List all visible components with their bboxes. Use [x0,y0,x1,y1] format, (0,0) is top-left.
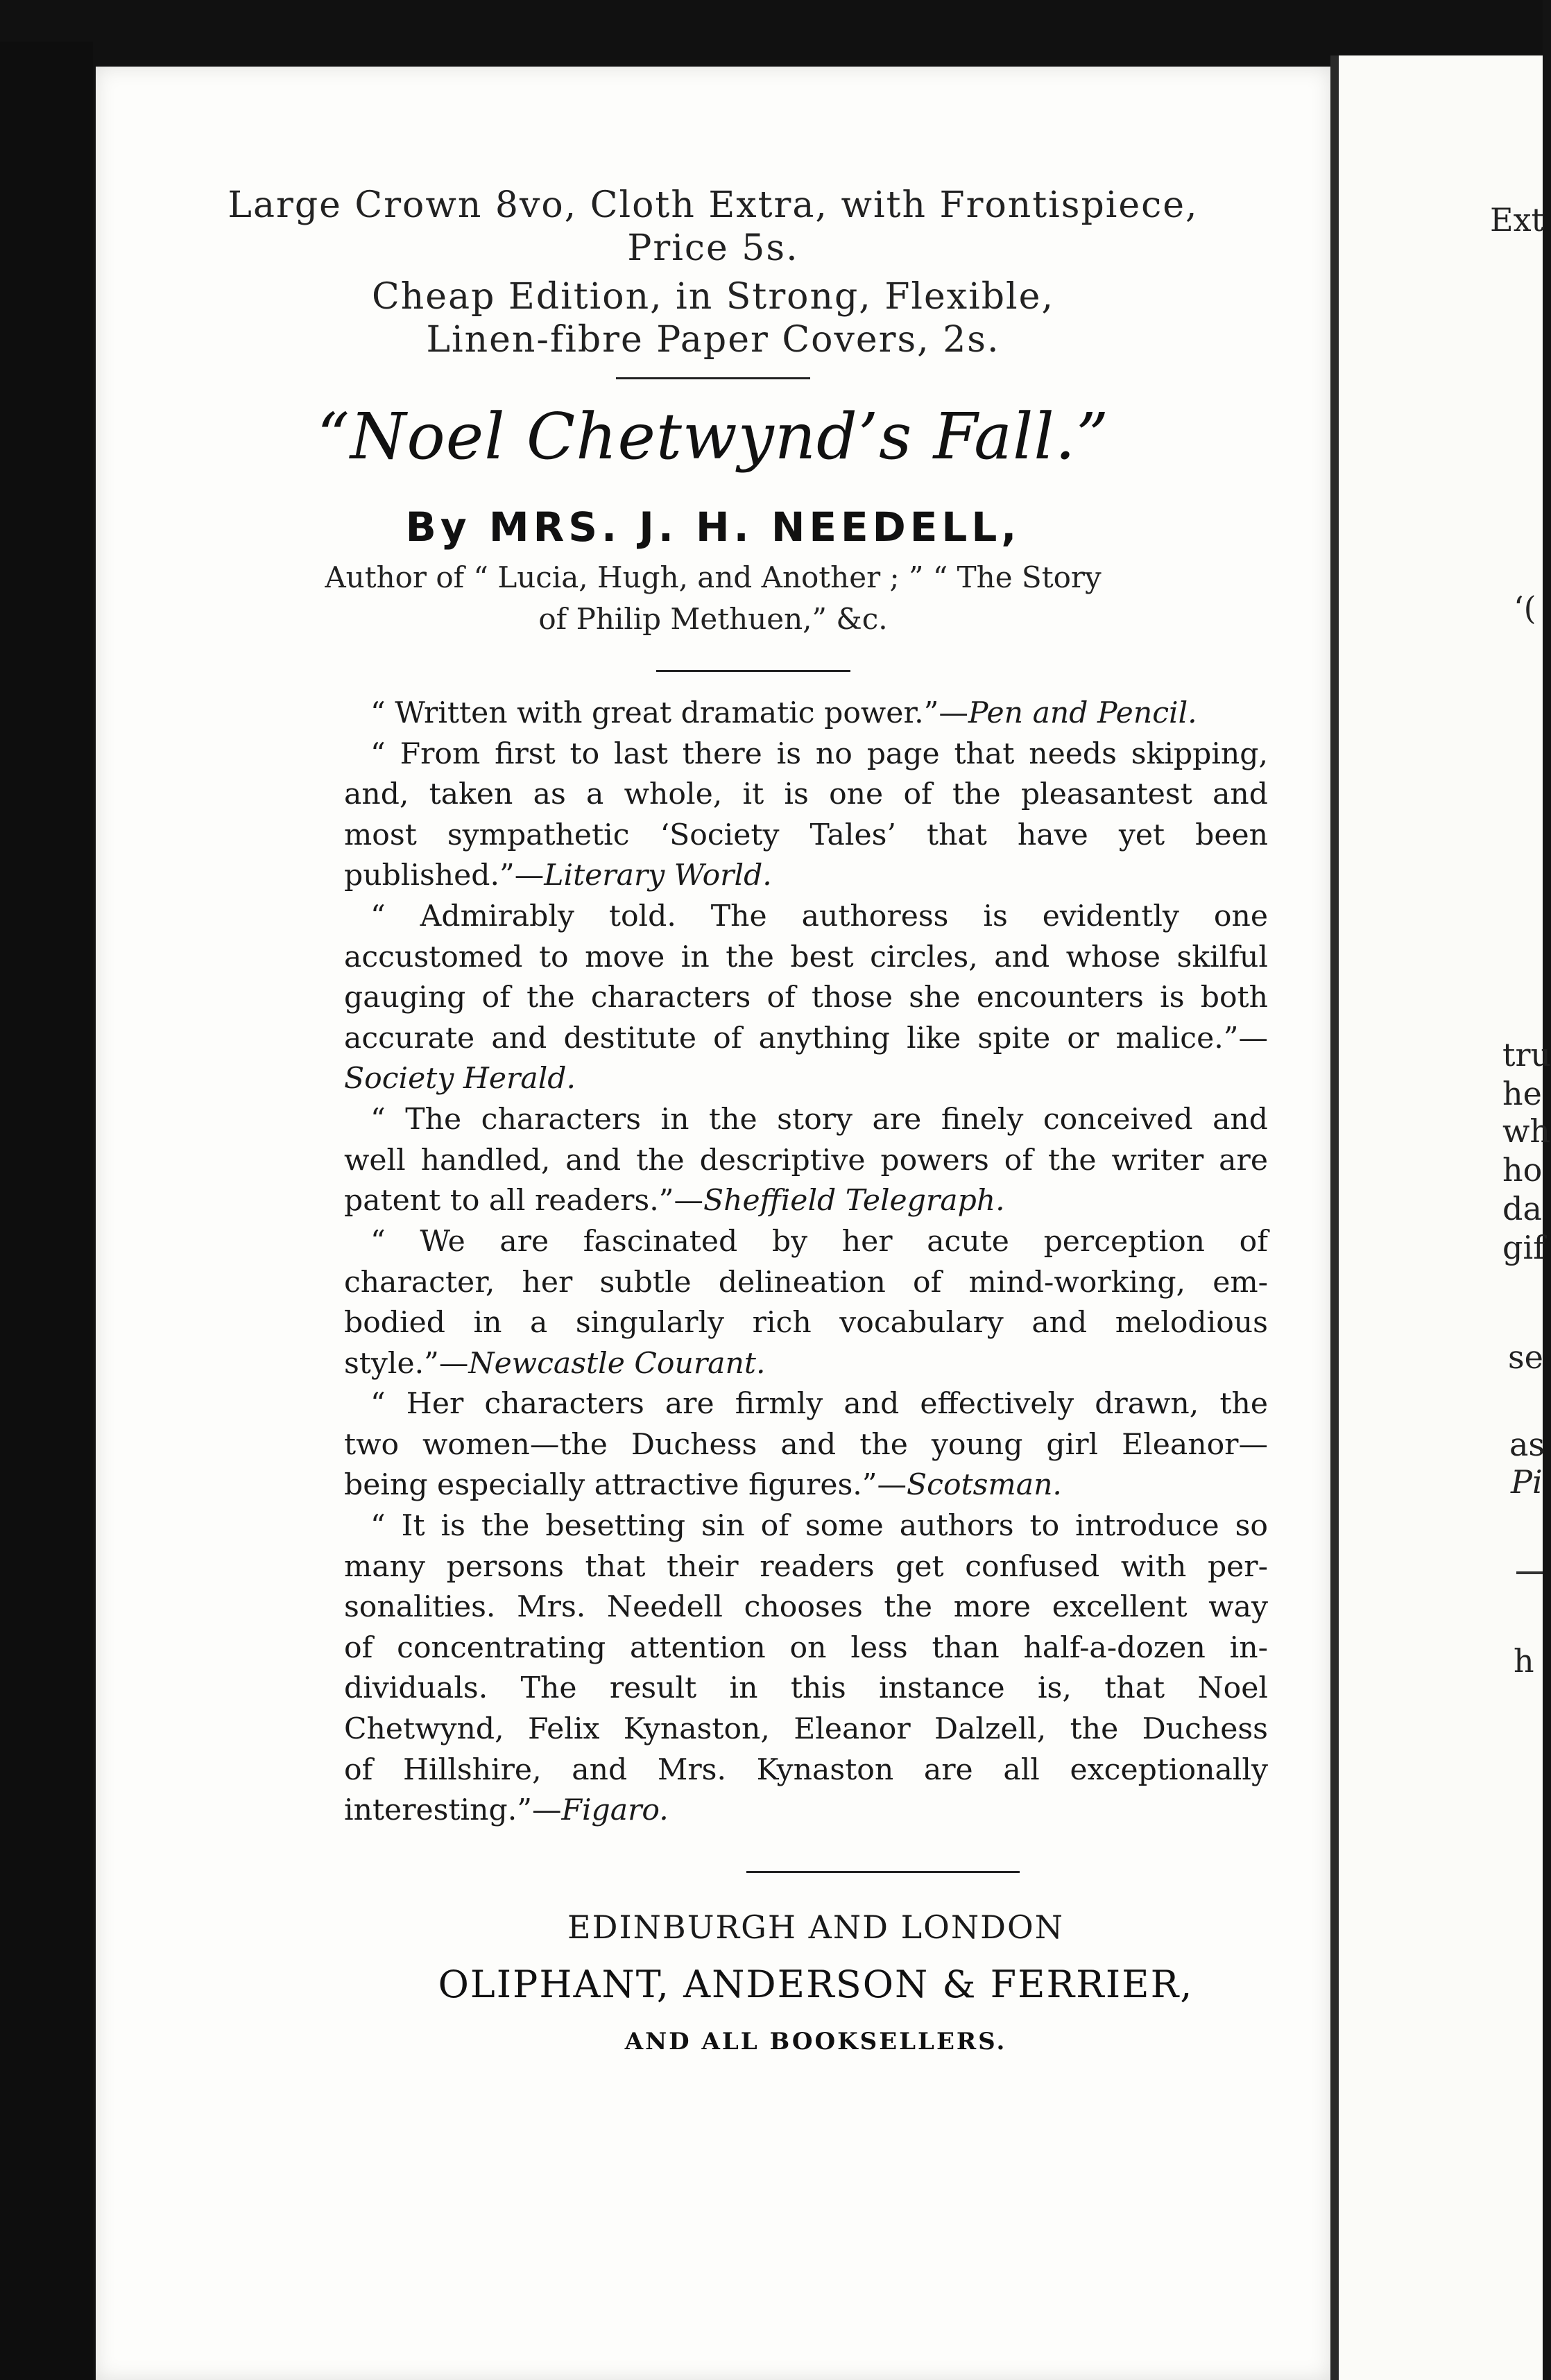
book-title: “Noel Chetwynd’s Fall.” [316,399,1110,474]
review-source: Newcastle Courant. [468,1346,766,1381]
right-page-fragment: Ext [1490,201,1545,239]
review-text-line: “ Written with great dramatic power.”— [370,696,968,730]
left-page [96,67,1330,2380]
right-page-fragment: gif [1502,1229,1545,1266]
right-page-fragment: he [1502,1075,1542,1112]
review-text-line: character, her subtle delineation of mind-working, em- [344,1265,1268,1300]
right-page-fragment: se [1508,1338,1543,1376]
right-page [1339,55,1551,2380]
review [344,1384,1268,1506]
review-text-line: sonalities. Mrs. Needell chooses the more excellent way [344,1590,1268,1625]
review-source: Pen and Pencil. [968,696,1197,730]
review-text-line: “ We are fascinated by her acute perception of [370,1225,1268,1259]
edition-line-1: Large Crown 8vo, Cloth Extra, with Frontispiece, [228,184,1199,226]
divider-rule [656,670,850,672]
review-source: Scotsman. [907,1468,1062,1503]
book-gutter [1330,55,1339,2380]
author-works-line-2: of Philip Methuen,” &c. [538,602,888,636]
author-byline: By MRS. J. H. NEEDELL, [405,503,1021,551]
review-text-line: dividuals. The result in this instance is, that Noel [344,1671,1268,1706]
review-text-line: of concentrating attention on less than half-a-dozen in- [344,1630,1268,1665]
review-source: Literary World. [544,859,772,893]
divider-rule [616,377,810,379]
review-text-line: style.”— [344,1346,469,1381]
right-page-rule [1516,1571,1543,1574]
review [344,1506,1268,1831]
right-page-fragment: Pi [1511,1463,1543,1501]
review-text-line: bodied in a singularly rich vocabulary and melodious [344,1306,1268,1340]
review [344,1222,1268,1384]
review-text-line: most sympathetic ‘Society Tales’ that have yet been [344,818,1268,852]
review [344,693,1268,734]
author-works-line-1: Author of “ Lucia, Hugh, and Another ; ” “ The Story [325,560,1102,594]
review-text-line: “ It is the besetting sin of some authors to introduce so [370,1509,1268,1543]
review-text-line: well handled, and the descriptive powers of the writer are [344,1143,1268,1178]
review-source: Figaro. [561,1793,669,1828]
review-text-line: two women—the Duchess and the young girl Eleanor— [344,1427,1268,1462]
review-source: Sheffield Telegraph. [703,1184,1005,1218]
reviews-section [344,693,1268,1921]
review [344,1100,1268,1222]
review-text-line: “ Admirably told. The authoress is evidently one [370,899,1268,933]
price-line: Price 5s. [627,227,799,269]
review-text-line: accustomed to move in the best circles, and whose skilful [344,940,1268,974]
publisher-cities: EDINBURGH AND LONDON [567,1908,1064,1946]
review-text-line: published.”— [344,859,545,893]
right-page-fragment: ho [1502,1151,1543,1189]
review-text-line: “ The characters in the story are finely conceived and [370,1103,1268,1137]
review [344,734,1268,897]
left-gutter [0,42,93,2380]
review-text-line: many persons that their readers get confused with per- [344,1549,1268,1584]
review-text-line: being especially attractive figures.”— [344,1468,907,1503]
right-page-fragment: as [1509,1426,1545,1463]
publisher-name: OLIPHANT, ANDERSON & FERRIER, [438,1963,1194,2006]
review-text-line: and, taken as a whole, it is one of the pleasantest and [344,777,1268,812]
right-page-fragment: wh [1502,1112,1550,1150]
review-text-line: “ Her characters are firmly and effectively drawn, the [370,1387,1268,1421]
review-text-line: Chetwynd, Felix Kynaston, Eleanor Dalzell, the Duchess [344,1711,1268,1746]
review-source: Society Herald. [344,1062,576,1096]
divider-rule [746,1871,1020,1873]
right-page-fragment: da [1502,1190,1542,1227]
right-page-fragment: h [1514,1642,1534,1680]
review-text-line: accurate and destitute of anything like spite or malice.”— [344,1021,1268,1055]
right-page-fragment: tru [1502,1036,1551,1073]
review-text-line: interesting.”— [344,1793,562,1828]
review-text-line: of Hillshire, and Mrs. Kynaston are all exceptionally [344,1752,1268,1787]
review-text-line: patent to all readers.”— [344,1184,703,1218]
cheap-edition-line: Cheap Edition, in Strong, Flexible, [372,276,1054,318]
booksellers-line: AND ALL BOOKSELLERS. [624,2028,1007,2055]
review-text-line: gauging of the characters of those she encounters is both [344,981,1268,1015]
review [344,897,1268,1100]
right-page-fragment: ‘( [1514,589,1536,627]
review-text-line: “ From first to last there is no page that needs skipping, [370,736,1268,771]
paper-covers-line: Linen-fibre Paper Covers, 2s. [426,319,1000,361]
